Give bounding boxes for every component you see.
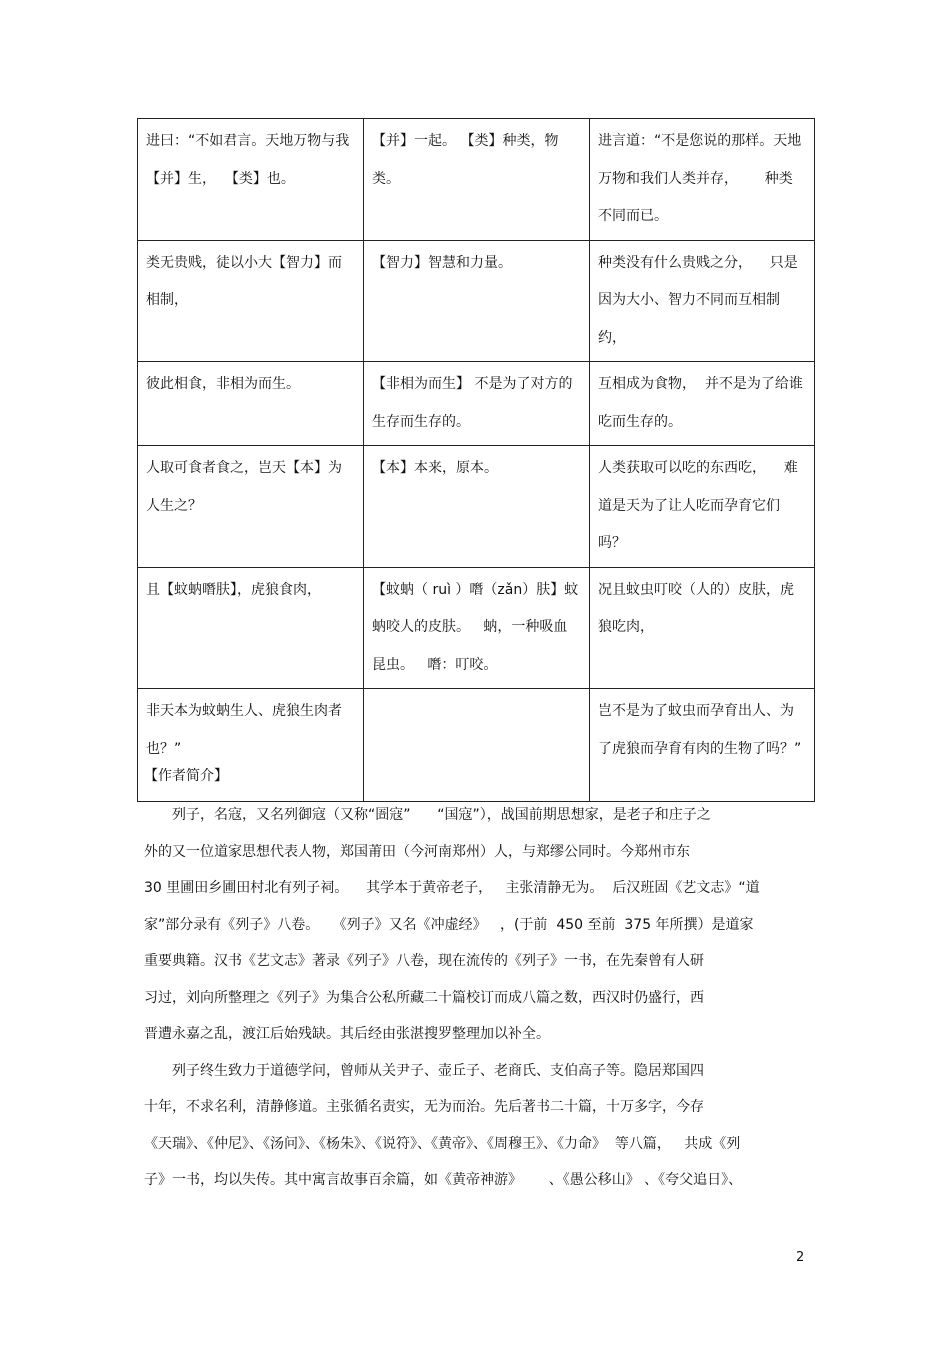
paragraph-line: 子》一书，均以失传。其中寓言故事百余篇，如《黄帝神游》 、《愚公移山》 、《夸父追日》、 — [144, 1172, 743, 1188]
paragraph-line: 重要典籍。汉书《艺文志》著录《列子》八卷，现在流传的《列子》一书，在先秦曾有人研 — [144, 953, 704, 969]
annotation-cell: 【本】本来，原本。 — [364, 446, 590, 568]
translation-cell: 互相成为食物， 并不是为了给谁吃而生存的。 — [590, 362, 815, 446]
annotation-cell: 【非相为而生】 不是为了对方的生存而生存的。 — [364, 362, 590, 446]
original-text-cell: 彼此相食，非相为而生。 — [138, 362, 364, 446]
table-row — [138, 362, 815, 446]
section-heading: 【作者简介】 — [144, 768, 228, 784]
paragraph-line: 晋遭永嘉之乱，渡江后始残缺。其后经由张湛搜罗整理加以补全。 — [144, 1026, 550, 1042]
table-row — [138, 119, 815, 241]
translation-cell: 进言道：“不是您说的那样。天地万物和我们人类并存， 种类不同而已。 — [590, 119, 815, 241]
translation-table — [137, 118, 815, 802]
paragraph-line: 家”部分录有《列子》八卷。 《列子》又名《冲虚经》 ，(于前 450 至前 375 年所撰）是道家 — [144, 916, 754, 933]
translation-cell: 岂不是为了蚊虫而孕育出人、为了虎狼而孕育有肉的生物了吗？” — [590, 689, 815, 802]
original-text-cell: 类无贵贱，徒以小大【智力】而相制， — [138, 240, 364, 362]
translation-cell: 况且蚊虫叮咬（人的）皮肤，虎狼吃肉， — [590, 567, 815, 689]
paragraph-line: 30 里圃田乡圃田村北有列子祠。 其学本于黄帝老子， 主张清静无为。 后汉班固《艺文志》“道 — [144, 880, 760, 896]
page-number: 2 — [796, 1250, 805, 1265]
original-text-cell: 进曰：“不如君言。天地万物与我【并】生， 【类】也。 — [138, 119, 364, 241]
annotation-cell: 【智力】智慧和力量。 — [364, 240, 590, 362]
table-row — [138, 240, 815, 362]
paragraph-line: 十年，不求名利，清静修道。主张循名责实，无为而治。先后著书二十篇，十万多字，今存 — [144, 1099, 704, 1115]
translation-cell: 人类获取可以吃的东西吃， 难道是天为了让人吃而孕育它们吗？ — [590, 446, 815, 568]
original-text-cell: 非天本为蚊蚋生人、虎狼生肉者也？” — [138, 689, 364, 802]
author-intro-section — [144, 762, 824, 1199]
annotation-cell: 【蚊蚋（ ruì ）噆（zǎn）肤】蚊蚋咬人的皮肤。 蚋，一种吸血昆虫。 噆：叮咬。 — [364, 567, 590, 689]
original-text-cell: 人取可食者食之，岂天【本】为人生之？ — [138, 446, 364, 568]
table-row — [138, 567, 815, 689]
paragraph-line: 列子终生致力于道德学问，曾师从关尹子、壶丘子、老商氏、支伯高子等。隐居郑国四 — [172, 1062, 704, 1079]
paragraph-line: 习过，刘向所整理之《列子》为集合公私所藏二十篇校订而成八篇之数，西汉时仍盛行，西 — [144, 989, 704, 1006]
table-row — [138, 446, 815, 568]
translation-cell: 种类没有什么贵贱之分， 只是因为大小、智力不同而互相制约， — [590, 240, 815, 362]
paragraph-line: 外的又一位道家思想代表人物，郑国莆田（今河南郑州）人，与郑缪公同时。今郑州市东 — [144, 843, 690, 860]
annotation-cell: 【并】一起。 【类】种类，物类。 — [364, 119, 590, 241]
paragraph-line: 列子，名寇，又名列御寇（又称“圄寇” “国寇”），战国前期思想家，是老子和庄子之 — [172, 807, 711, 823]
original-text-cell: 且【蚊蚋噆肤】，虎狼食肉， — [138, 567, 364, 689]
paragraph-line: 《天瑞》、《仲尼》、《汤问》、《杨朱》、《说符》、《黄帝》、《周穆王》、《力命》 等八篇， 共成《列 — [144, 1135, 741, 1152]
